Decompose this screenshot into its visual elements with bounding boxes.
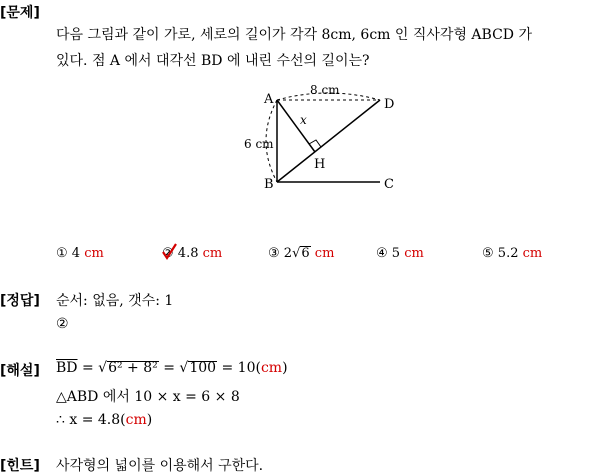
hint-label: [힌트] [0,458,40,474]
choice-5-unit: cm [522,246,543,261]
choice-4-unit: cm [404,246,424,261]
diagonal-bd [277,100,380,182]
sqrt-sign-2: √ [179,360,189,376]
choice-3-prefix: 2 [283,246,293,261]
choice-1[interactable] [56,246,104,261]
close-paren-1: ) [282,360,288,376]
choice-3-unit: cm [314,246,335,261]
point-b-label: B [264,177,274,192]
sqrt-radicand-2: 100 [189,360,217,376]
choice-4-number: ④ [376,246,388,261]
sqrt-sign-1: √ [98,360,108,376]
equals-1: = [77,360,99,376]
top-length-label: 8 cm [310,83,340,97]
hint-text: 사각형의 넓이를 이용해서 구한다. [56,458,264,474]
explanation-line1 [56,360,288,376]
problem-text-line1: 다음 그림과 같이 가로, 세로의 길이가 각각 8cm, 6cm 인 직사각형 ABCD 가 [56,27,532,43]
equals-3: = 10( [217,360,261,376]
explanation-unit-1: cm [260,360,283,376]
point-h-label: H [314,157,326,172]
choice-1-value: 4 [71,246,81,261]
point-d-label: D [384,97,395,112]
choice-2-value: 4.8 [177,246,199,261]
explanation-line3-text: ∴ x = 4.8( [56,412,126,428]
explanation-line3 [56,412,152,428]
choice-2-number: ② [162,246,174,261]
explanation-unit-2: cm [125,412,147,428]
choice-3[interactable] [268,246,334,261]
explanation-line2: △ABD 에서 10 × x = 6 × 8 [56,389,240,405]
problem-label: [문제] [0,5,40,21]
explanation-label: [해설] [0,363,40,379]
point-c-label: C [384,177,394,192]
equals-2: = [158,360,180,376]
answer-line2: ② [56,316,69,332]
point-a-label: A [264,92,274,107]
choice-2[interactable] [162,246,222,261]
choice-5-number: ⑤ [482,246,494,261]
choice-2-unit: cm [202,246,223,261]
segment-bd: $\overline{BD}$ [56,360,78,376]
answer-label: [정답] [0,293,40,309]
choice-4-value: 5 [391,246,401,261]
choice-1-unit: cm [84,246,104,261]
choice-3-radicand: 6 [301,246,310,261]
x-label: x [300,113,307,127]
choice-5[interactable] [482,246,542,261]
check-icon [161,243,177,261]
answer-line1: 순서: 없음, 갯수: 1 [56,293,174,309]
rectangle-figure [230,80,410,195]
close-paren-2: ) [146,412,153,428]
left-length-label: 6 cm [244,137,274,151]
problem-text-line2: 있다. 점 A 에서 대각선 BD 에 내린 수선의 길이는? [56,53,370,69]
choice-1-number: ① [56,246,68,261]
choice-4[interactable] [376,246,424,261]
choice-3-number: ③ [268,246,280,261]
sqrt-radicand-1: 6² + 8² [108,360,158,376]
sqrt-sign: √ [292,246,301,261]
choice-5-value: 5.2 [497,246,519,261]
